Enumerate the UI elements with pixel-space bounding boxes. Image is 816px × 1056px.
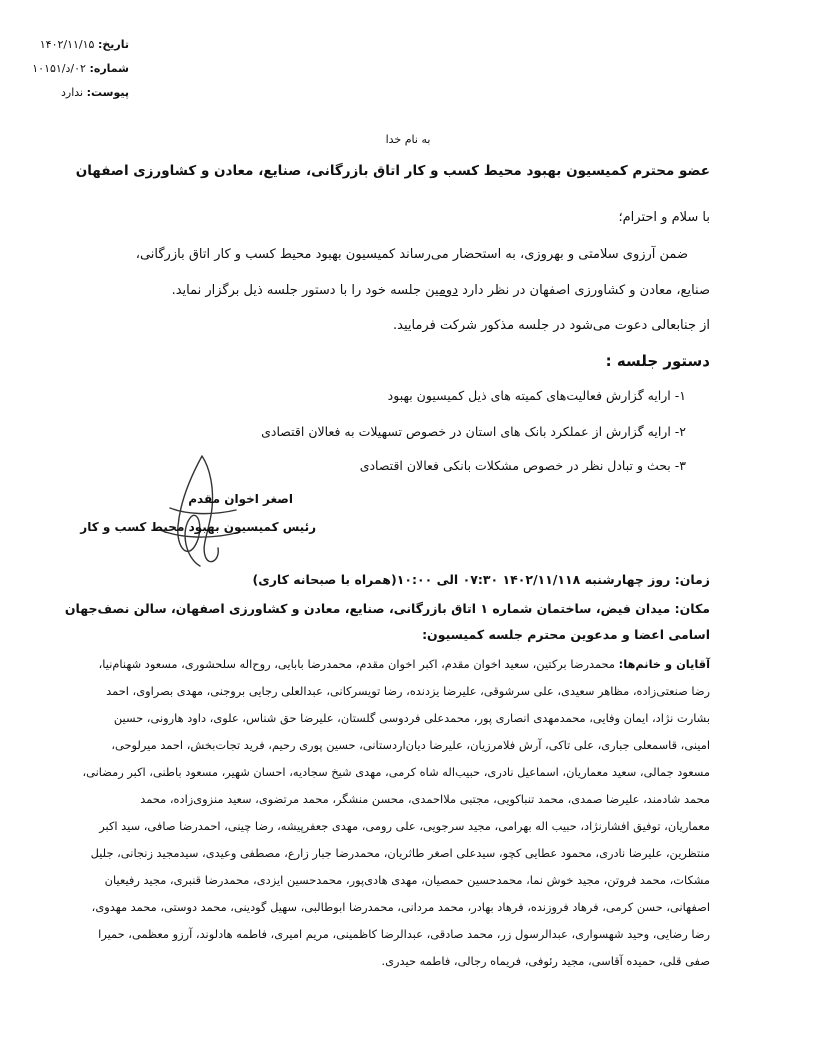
names-line: معماریان، توفیق افشارنژاد، حبیب اله بهرامی، مجید سرجویی، علی رومی، مهدی جعفرپیشه، رضا چینی، احمدرضا صافی، سید اکبر (99, 819, 710, 833)
agenda-item-2: ۲- ارایه گزارش از عملکرد بانک های استان در خصوص تسهیلات به فعالان اقتصادی (261, 424, 686, 439)
addressee: عضو محترم کمیسیون بهبود محیط کسب و کار اتاق بازرگانی، صنایع، معادن و کشاورزی اصفهان (75, 163, 710, 179)
names-line: رضا رضایی، وحید شهسواری، عبدالرسول زر، محمد صادقی، عبدالرضا کاظمینی، مریم امیری، فاطمه هادلوند، آرزو معظمی، حمیرا (98, 927, 710, 941)
invitees-heading: اسامی اعضا و مدعوین محترم جلسه کمیسیون: (422, 627, 710, 642)
signatory-name: اصغر اخوان مقدم (188, 492, 293, 506)
attachment-label: پیوست: (86, 86, 129, 99)
number-label: شماره: (89, 62, 129, 75)
bismillah: به نام خدا (385, 133, 431, 146)
attachment-value: ندارد (61, 86, 84, 99)
names-line (99, 657, 710, 671)
body-line-2-part-2: جلسه خود را با دستور جلسه ذیل برگزار نماید. (171, 283, 426, 298)
names-line-text: محمدرضا برکتین، سعید اخوان مقدم، اکبر اخوان مقدم، محمدرضا بابایی، روح‌اله سلحشوری، مسعود شهنام‌نیا، (98, 657, 619, 671)
body-line-1: ضمن آرزوی سلامتی و بهروزی، به استحضار می‌رساند کمیسیون بهبود محیط کسب و کار اتاق بازرگانی، (135, 247, 688, 262)
number-row (32, 62, 129, 75)
names-label: آقایان و خانم‌ها: (618, 657, 710, 671)
meeting-place: مکان: میدان فیض، ساختمان شماره ۱ اتاق بازرگانی، صنایع، معادن و کشاورزی اصفهان، سالن نصف‌جهان (64, 601, 710, 616)
names-line: مسعود جمالی، سعید معماریان، اسماعیل نادری، حبیب‌اله شاه کرمی، مهدی شیخ سجادیه، احسان شهیر، مسعود باطنی، اکبر رمضانی، (82, 765, 710, 779)
number-value: ۰۲/د/۱۰۱۵۱ (32, 62, 86, 75)
greeting: با سلام و احترام؛ (618, 210, 710, 225)
date-label: تاریخ: (97, 38, 129, 51)
body-line-2-part-1: صنایع، معادن و کشاورزی اصفهان در نظر دارد (458, 283, 710, 298)
names-line: منتظرین، علیرضا نادری، محمود عطایی کچو، سیدعلی اصغر طاثریان، محمدرضا جبار زارع، مصطفی وعیدی، سیدمجید زنجانی، جلیل (90, 846, 710, 860)
date-value: ۱۴۰۲/۱۱/۱۵ (39, 38, 95, 51)
session-ordinal: دومین (425, 283, 458, 298)
names-line: امینی، قاسمعلی جباری، علی تاکی، آرش فلامرزیان، علیرضا دیان‌اردستانی، حسین پوری رحیم، فرید تجات‌بخش، احمد میرلوحی، (111, 738, 710, 752)
agenda-item-1: ۱- ارایه گزارش فعالیت‌های کمیته های ذیل کمیسیون بهبود (387, 388, 686, 403)
attachment-row (61, 86, 129, 99)
names-line: مشکات، محمد فروتن، مجید خوش نما، محمدحسین حمصیان، مهدی هادی‌پور، محمدحسین ایزدی، محمدرضا قنبری، مجید رفیعیان (104, 873, 710, 887)
names-line: صفی قلی، حمیده آقاسی، مجید رئوفی، فریماه رجالی، فاطمه حیدری. (381, 954, 710, 968)
meeting-time: زمان: روز چهارشنبه ۱۴۰۲/۱۱/۱۱۸ ۰۷:۳۰ الی ۱۰:۰۰(همراه با صبحانه کاری) (252, 572, 710, 587)
agenda-item-3: ۳- بحث و تبادل نظر در خصوص مشکلات بانکی فعالان اقتصادی (359, 458, 686, 473)
handwritten-signature (140, 448, 250, 578)
body-line-2 (172, 283, 710, 298)
body-line-3: از جنابعالی دعوت می‌شود در جلسه مذکور شرکت فرمایید. (393, 318, 710, 333)
names-line: رضا صنعتی‌زاده، مظاهر سعیدی، علی سرشوقی، علیرضا یزدنده، رضا تویسرکانی، عبدالعلی رجایی بروجنی، مهدی بصراوی، احمد (106, 684, 710, 698)
names-line: محمد شادمند، علیرضا صمدی، محمد تنباکویی، مجتبی ملااحمدی، محسن منشگر، محمد مرتضوی، سعید منزوی‌زاده، محمد (140, 792, 710, 806)
names-line: اصفهانی، حسن کرمی، فرهاد فروزنده، فرهاد بهادر، محمد مردانی، محمدرضا ابوطالبی، سهیل گودینی، محمد دوستی، محمد مهدوی، (91, 900, 710, 914)
names-line: بشارت نژاد، ایمان وفایی، محمدمهدی انصاری پور، محمدعلی فردوسی گلستان، علیرضا حق شناس، علوی، داود هارونی، حسین (113, 711, 710, 725)
date-row (40, 38, 129, 51)
agenda-heading: دستور جلسه : (605, 352, 710, 370)
signatory-title: رئیس کمیسیون بهبود محیط کسب و کار (80, 520, 316, 534)
